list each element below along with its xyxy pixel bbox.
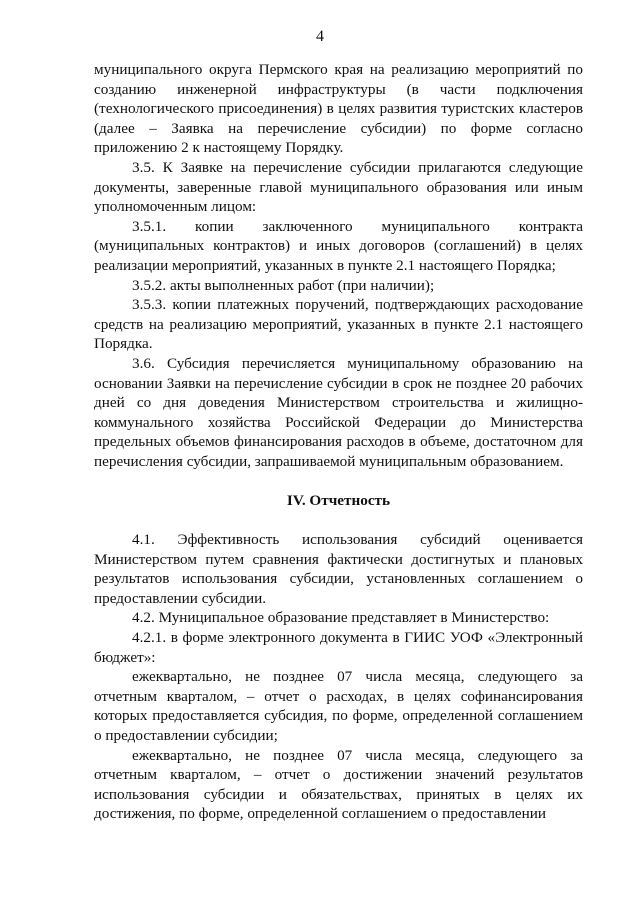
paragraph-3-5-2: 3.5.2. акты выполненных работ (при наличии);: [132, 276, 435, 294]
paragraph-3-5-3: 3.5.3. копии платежных поручений, подтверждающих расходование средств на реализацию мероприятий, указанных в пункте 2.1 настоящего Порядка.: [94, 296, 583, 353]
paragraph-3-6: 3.6. Субсидия перечисляется муниципальному образованию на основании Заявки на перечисление субсидии в срок не позднее 20 рабочих дней со дня доведения Министерством строительства и жилищно-коммунального хозяйства Российской Федерации до Министерства предельных объемов финансирования расходов в объеме, достаточном для перечисления субсидии, запрашиваемой муниципальным образованием.: [94, 354, 583, 470]
paragraph-4-2: 4.2. Муниципальное образование представляет в Министерство:: [132, 609, 550, 627]
paragraph-quarterly-results: ежеквартально, не позднее 07 числа месяца, следующего за отчетным кварталом, – отчет о достижении значений результатов использования субсидии и обязательствах, принятых в целях их достижения, по форме, определенной соглашением о предоставлении: [94, 746, 583, 823]
paragraph-3-5: 3.5. К Заявке на перечисление субсидии прилагаются следующие документы, заверенные главой муниципального образования или иным уполномоченным лицом:: [94, 158, 583, 216]
paragraph-continuation: муниципального округа Пермского края на реализацию мероприятий по созданию инженерной инфраструктуры (в части подключения (технологического присоединения) в целях развития туристских кластеров (далее – Заявка на перечисление субсидии) по форме согласно приложению 2 к настоящему Порядку.: [94, 61, 583, 157]
document-body: [94, 60, 583, 824]
paragraph-3-5-1: 3.5.1. копии заключенного муниципального контракта (муниципальных контрактов) и иных договоров (соглашений) в целях реализации мероприятий, указанных в пункте 2.1 настоящего Порядка;: [94, 217, 583, 274]
page-number: 4: [316, 28, 324, 45]
paragraph-4-1: 4.1. Эффективность использования субсидий оценивается Министерством путем сравнения фактически достигнутых и плановых результатов использования субсидии, установленных соглашением о предоставлении субсидии.: [94, 531, 583, 607]
section-heading: IV. Отчетность: [286, 492, 391, 510]
paragraph-4-2-1: 4.2.1. в форме электронного документа в ГИИС УОФ «Электронный бюджет»:: [94, 629, 583, 666]
paragraph-quarterly-expenses: ежеквартально, не позднее 07 числа месяца, следующего за отчетным кварталом, – отчет о расходах, в целях софинансирования которых предоставляется субсидия, по форме, определенной соглашением о предоставлении субсидии;: [94, 668, 583, 744]
